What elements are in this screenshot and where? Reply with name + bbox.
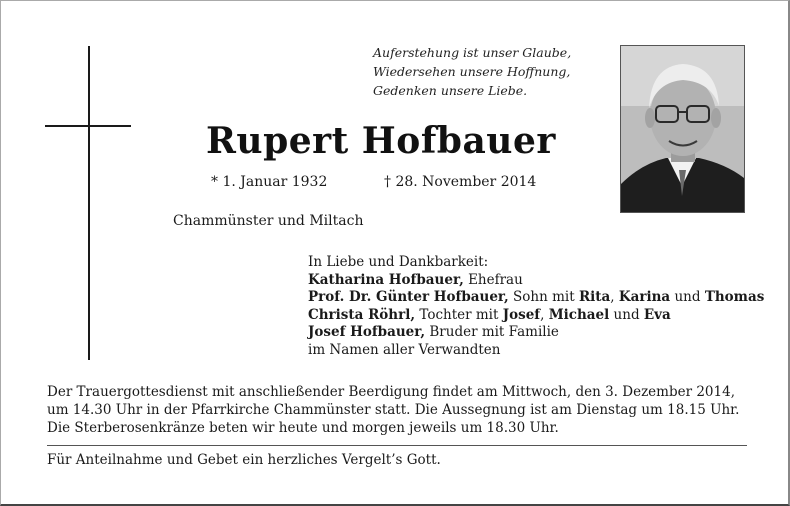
separator-text: , — [610, 289, 619, 306]
separator-text: und — [670, 289, 705, 306]
death-date: † 28. November 2014 — [384, 174, 537, 190]
mourners-intro: In Liebe und Dankbarkeit: — [308, 254, 489, 270]
grandchild-name: Karina — [618, 289, 671, 306]
motto — [373, 43, 613, 100]
motto-line: Auferstehung ist unser Glaube, — [373, 45, 572, 60]
portrait-photo — [620, 45, 745, 213]
mourner-relation: Ehefrau — [463, 271, 523, 288]
mourner-relation: Sohn mit — [508, 289, 579, 306]
mourner-line — [308, 307, 764, 325]
grandchild-name: Josef — [502, 306, 541, 323]
mourner-line — [308, 289, 764, 307]
mourners-list — [308, 254, 764, 360]
mourner-line — [308, 324, 764, 342]
funeral-details — [47, 383, 749, 437]
portrait-illustration — [621, 46, 744, 212]
mourner-relation: Bruder mit Familie — [425, 324, 559, 341]
funeral-line: um 14.30 Uhr in der Pfarrkirche Chammünster statt. Die Aussegnung ist am Dienstag um 18.15 Uhr. — [47, 402, 740, 418]
cross-vertical-bar — [88, 46, 90, 360]
mourner-line — [308, 272, 764, 290]
thanks-text: Für Anteilnahme und Gebet ein herzliches Vergelt’s Gott. — [47, 452, 441, 468]
motto-line: Wiedersehen unsere Hoffnung, — [373, 64, 571, 79]
grandchild-name: Rita — [578, 289, 611, 306]
birth-date: * 1. Januar 1932 — [211, 174, 328, 190]
funeral-line: Die Sterberosenkränze beten wir heute und morgen jeweils um 18.30 Uhr. — [47, 420, 559, 436]
divider-line — [47, 445, 747, 446]
mourner-name: Katharina Hofbauer, — [308, 271, 464, 288]
separator-text: und — [609, 306, 644, 323]
grandchild-name: Michael — [548, 306, 610, 323]
separator-text: , — [540, 306, 549, 323]
mourner-relation: Tochter mit — [415, 306, 503, 323]
mourners-closing: im Namen aller Verwandten — [308, 341, 501, 358]
deceased-name: Rupert Hofbauer — [206, 120, 556, 162]
mourner-name: Christa Röhrl, — [308, 306, 416, 323]
mourner-name: Josef Hofbauer, — [308, 324, 426, 341]
grandchild-name: Eva — [643, 306, 671, 323]
funeral-line: Der Trauergottesdienst mit anschließender Beerdigung findet am Mittwoch, den 3. Dezember 2014, — [47, 384, 735, 400]
home-places: Chammünster und Miltach — [173, 213, 364, 229]
cross-horizontal-bar — [45, 125, 131, 127]
mourner-name: Prof. Dr. Günter Hofbauer, — [308, 289, 509, 306]
grandchild-name: Thomas — [704, 289, 765, 306]
motto-line: Gedenken unsere Liebe. — [373, 83, 528, 98]
